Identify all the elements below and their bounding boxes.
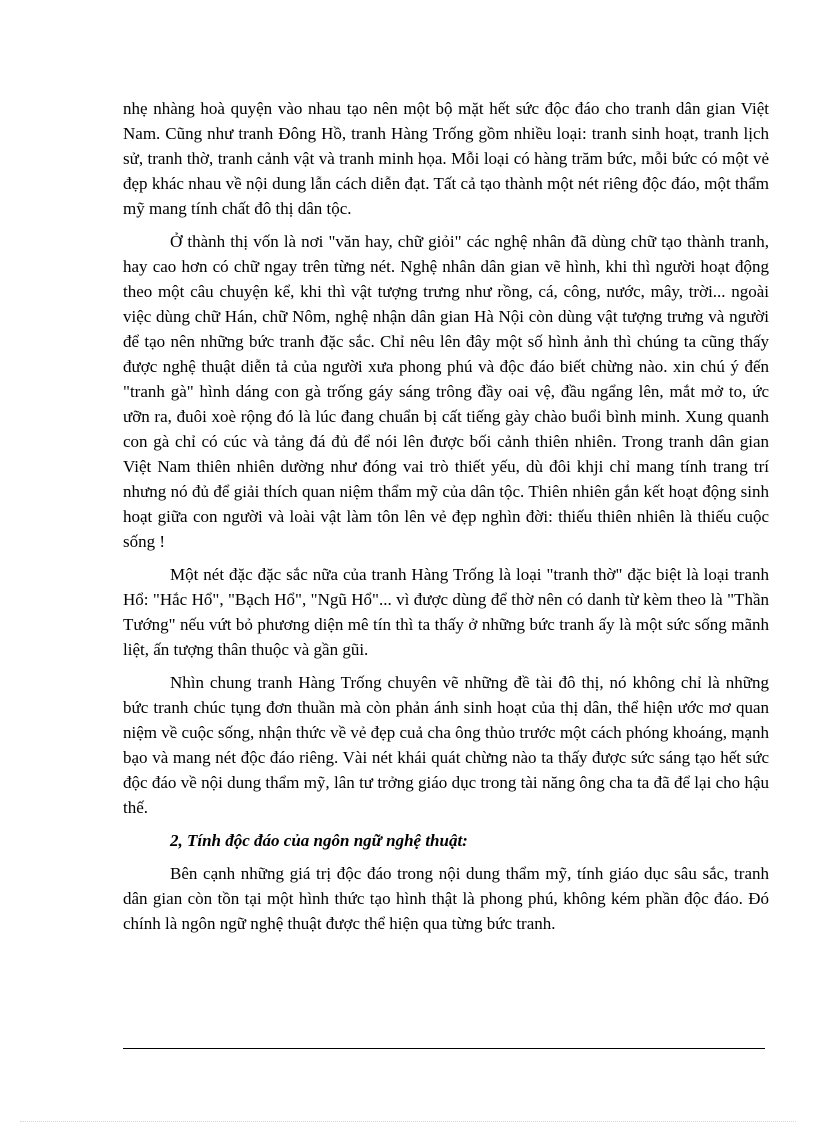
paragraph-worship-paintings: Một nét đặc đặc sắc nữa của tranh Hàng Trống là loại "tranh thờ" đặc biệt là loại tranh Hổ: "Hắc Hổ", "Bạch Hổ", "Ngũ Hổ"... vì được dùng để thờ nên có danh từ kèm theo là "Thần Tướng" nếu vứt bỏ phương diện mê tín thì ta thấy ở những bức tranh ấy là một sức sống mãnh liệt, ấn tượng thân thuộc và gần gũi. <box>123 565 769 659</box>
footer-divider <box>123 1048 765 1049</box>
paragraph-summary: Nhìn chung tranh Hàng Trống chuyên vẽ những đề tài đô thị, nó không chỉ là những bức tranh chúc tụng đơn thuần mà còn phản ánh sinh hoạt của thị dân, thể hiện ước mơ quan niệm về cuộc sống, nhận thức về vẻ đẹp cuả cha ông thủo trước một cách phóng khoáng, mạnh bạo và mang nét độc đáo riêng. Vài nét khái quát chừng nào ta thấy được sức sáng tạo hết sức độc đáo về nội dung thẩm mỹ, lân tư trởng giáo dục trong tài năng ông cha ta đã để lại cho hậu thế. <box>123 673 769 817</box>
paragraph-art-language: Bên cạnh những giá trị độc đáo trong nội dung thẩm mỹ, tính giáo dục sâu sắc, tranh dân gian còn tồn tại một hình thức tạo hình thật là phong phú, không kém phần độc đáo. Đó chính là ngôn ngữ nghệ thuật được thể hiện qua từng bức tranh. <box>123 864 769 933</box>
document-page <box>123 96 769 944</box>
page-bottom-edge <box>20 1121 796 1122</box>
section-heading: 2, Tính độc đáo của ngôn ngữ nghệ thuật: <box>170 831 468 850</box>
paragraph-calligraphy: Ở thành thị vốn là nơi "văn hay, chữ giỏi" các nghệ nhân đã dùng chữ tạo thành tranh, hay cao hơn có chữ ngay trên từng nét. Nghệ nhân dân gian vẽ hình, khi thì người hoạt động theo một câu chuyện kể, khi thì vật tượng trưng như rồng, cá, công, nước, mây, trời... ngoài việc dùng chữ Hán, chữ Nôm, nghệ nhận dân gian Hà Nội còn dùng vật tượng trưng và người để tạo nên những bức tranh đặc sắc. Chỉ nêu lên đây một số hình ảnh thì chúng ta cũng thấy được nghệ thuật diễn tả của người xưa phong phú và độc đáo biết chừng nào. xin chú ý đến "tranh gà" hình dáng con gà trống gáy sáng trông đầy oai vệ, đầu ngẩng lên, mắt mở to, ức ưỡn ra, đuôi xoè rộng đó là lúc đang chuẩn bị cất tiếng gày chào buổi bình minh. Xung quanh con gà chỉ có cúc và tảng đá đủ để nói lên được bối cảnh thiên nhiên. Trong tranh dân gian Việt Nam thiên nhiên dường như đóng vai trò thiết yếu, dù đôi khji chỉ mang tính trang trí nhưng nó đủ để giải thích quan niệm thẩm mỹ của dân tộc. Thiên nhiên gắn kết hoạt động sinh hoạt giữa con người và loài vật làm tôn lên vẻ đẹp nghìn đời: thiếu thiên nhiên là thiếu cuộc sống ! <box>123 232 769 551</box>
paragraph-continuation: nhẹ nhàng hoà quyện vào nhau tạo nên một bộ mặt hết sức độc đáo cho tranh dân gian Việt Nam. Cũng như tranh Đông Hồ, tranh Hàng Trống gồm nhiều loại: tranh sinh hoạt, tranh lịch sử, tranh thờ, tranh cảnh vật và tranh minh họa. Mỗi loại có hàng trăm bức, mỗi bức có một vẻ đẹp khác nhau về nội dung lẫn cách diễn đạt. Tất cả tạo thành một nét riêng độc đáo, một thẩm mỹ mang tính chất đô thị dân tộc. <box>123 99 769 218</box>
